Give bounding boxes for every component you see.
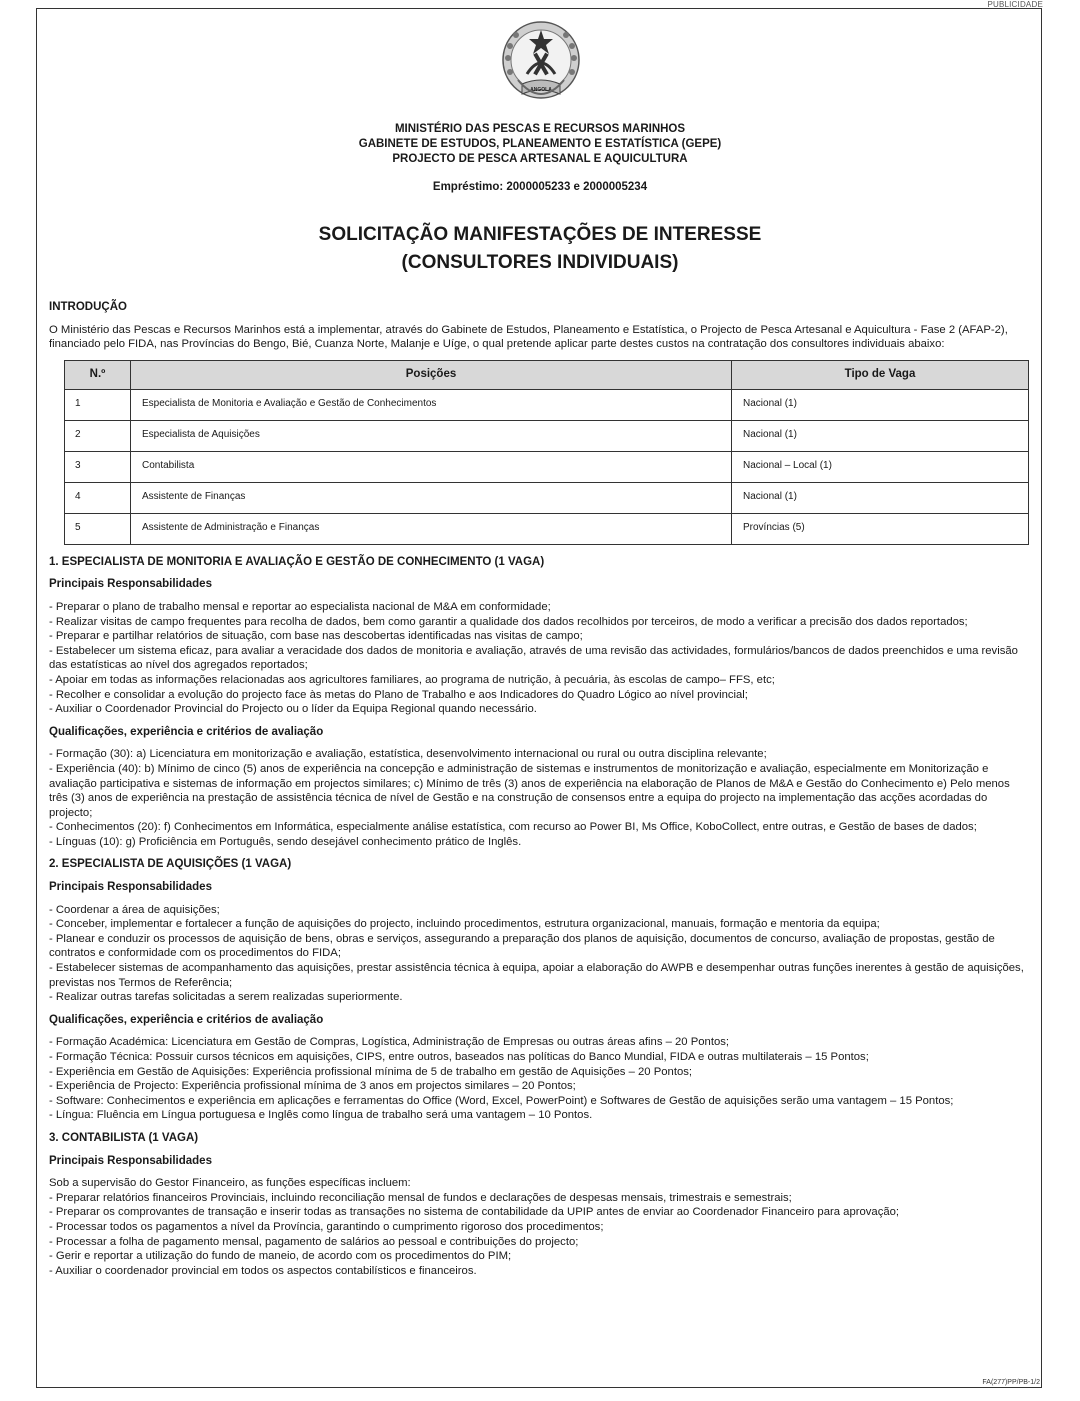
row-number: 2 — [65, 420, 131, 451]
section-2-qualifications-heading: Qualificações, experiência e critérios de avaliação — [49, 1013, 324, 1026]
project-name: PROJECTO DE PESCA ARTESANAL E AQUICULTURA — [392, 153, 688, 165]
table-row — [65, 389, 1029, 420]
list-item: - Processar a folha de pagamento mensal, pagamento de salários ao pessoal e contribuições do projecto; — [49, 1235, 579, 1248]
list-item: - Línguas (10): g) Proficiência em Português, sendo desejável conhecimento prático de Inglês. — [49, 835, 522, 848]
list-item: - Experiência (40): b) Mínimo de cinco (5) anos de experiência na concepção e administração de sistemas e instrumentos de monitorização e avaliação, especialmente em Monitorização e avaliação participativa e sistemas de informação em projectos similares; c) Mínimo de três (3) anos de experiência na elaboração de Planos de M&A e Gestão do Conhecimento e) Pelo menos três (3) anos de experiência na prestação de assistência técnica de nível de Gestão e na construção de consensos entre a equipa do projecto na implementação das acções acordadas do projecto; — [49, 762, 1010, 819]
section-2-responsibilities-heading: Principais Responsabilidades — [49, 881, 212, 894]
ministry-name: MINISTÉRIO DAS PESCAS E RECURSOS MARINHOS — [394, 123, 686, 135]
list-item: - Formação Académica: Licenciatura em Gestão de Compras, Logística, Administração de Empresas ou outras áreas afins – 20 Pontos; — [49, 1036, 730, 1049]
footer-code: FA(277)PP/PB-1/2 — [982, 1379, 1040, 1386]
page-title — [0, 221, 1080, 277]
list-item: - Realizar visitas de campo frequentes para recolha de dados, bem como garantir a qualidade dos dados recolhidos por terceiros, de modo a verificar a precisão dos dados reportados; — [49, 615, 968, 628]
section-3-intro: Sob a supervisão do Gestor Financeiro, as funções específicas incluem: — [49, 1177, 411, 1190]
row-position: Assistente de Administração e Finanças — [131, 513, 732, 544]
angola-emblem-icon — [500, 18, 582, 110]
list-item: - Coordenar a área de aquisições; — [49, 903, 220, 916]
section-3-responsibilities-heading: Principais Responsabilidades — [49, 1154, 212, 1167]
row-number: 4 — [65, 482, 131, 513]
list-item: - Auxiliar o Coordenador Provincial do Projecto ou o líder da Equipa Regional quando necessário. — [49, 703, 537, 716]
row-type: Nacional (1) — [732, 420, 1029, 451]
col-positions-header: Posições — [131, 360, 732, 389]
row-number: 1 — [65, 389, 131, 420]
table-header-row — [65, 360, 1029, 389]
col-type-header: Tipo de Vaga — [732, 360, 1029, 389]
list-item: - Apoiar em todas as informações relacionadas aos agricultores familiares, ao programa de nutrição, à pecuária, às escolas de campo– FFS, etc; — [49, 673, 775, 686]
list-item: - Software: Conhecimentos e experiência em aplicações e ferramentas do Office (Word, Excel, PowerPoint) e Softwares de Gestão de aquisições serão uma vantagem – 15 Pontos; — [49, 1094, 954, 1107]
list-item: - Formação (30): a) Licenciatura em monitorização e avaliação, estatística, desenvolvimento internacional ou rural ou outra disciplina relevante; — [49, 748, 767, 761]
list-item: - Formação Técnica: Possuir cursos técnicos em aquisições, CIPS, entre outros, baseados nas políticas do Banco Mundial, FIDA e outras multilaterais – 15 Pontos; — [49, 1051, 869, 1063]
advertisement-label: PUBLICIDADE — [987, 0, 1043, 9]
section-1-responsibilities-heading: Principais Responsabilidades — [49, 578, 212, 591]
section-2-heading: 2. ESPECIALISTA DE AQUISIÇÕES (1 VAGA) — [49, 858, 292, 871]
positions-table — [64, 360, 1029, 545]
row-position: Contabilista — [131, 451, 732, 482]
row-number: 3 — [65, 451, 131, 482]
row-type: Nacional (1) — [732, 482, 1029, 513]
list-item: - Auxiliar o coordenador provincial em todos os aspectos contabilísticos e financeiros. — [49, 1264, 477, 1277]
row-position: Especialista de Monitoria e Avaliação e Gestão de Conhecimentos — [131, 389, 732, 420]
list-item: - Preparar os comprovantes de transação e inserir todas as transações no sistema de contabilidade da UPIP antes de enviar ao Coordenador Financeiro para aprovação; — [49, 1206, 900, 1219]
row-number: 5 — [65, 513, 131, 544]
list-item: - Processar todos os pagamentos a nível da Província, garantindo o cumprimento rigoroso dos procedimentos; — [49, 1220, 604, 1233]
section-3-heading: 3. CONTABILISTA (1 VAGA) — [49, 1131, 199, 1144]
list-item: - Estabelecer um sistema eficaz, para avaliar a veracidade dos dados de monitoria e avaliação, através de uma revisão das actividades, formulários/bancos de dados preenchidos e uma revisão das estatísticas ao nível dos agregados reportados; — [49, 644, 1018, 672]
row-type: Províncias (5) — [732, 513, 1029, 544]
row-type: Nacional – Local (1) — [732, 451, 1029, 482]
title-line-1: SOLICITAÇÃO MANIFESTAÇÕES DE INTERESSE — [318, 224, 762, 245]
list-item: - Gerir e reportar a utilização do fundo de maneio, de acordo com os procedimentos do PIM; — [49, 1250, 512, 1263]
table-row — [65, 420, 1029, 451]
table-row — [65, 451, 1029, 482]
loan-number: Empréstimo: 2000005233 e 2000005234 — [432, 181, 648, 193]
list-item: - Conceber, implementar e fortalecer a função de aquisições do projecto, incluindo procedimentos, estrutura organizacional, manuais, formação e mentoria da equipa; — [49, 918, 880, 931]
table-row — [65, 513, 1029, 544]
list-item: - Recolher e consolidar a evolução do projecto face às metas do Plano de Trabalho e aos Indicadores do Quadro Lógico ao nível provincial; — [49, 688, 748, 701]
section-1-heading: 1. ESPECIALISTA DE MONITORIA E AVALIAÇÃO E GESTÃO DE CONHECIMENTO (1 VAGA) — [49, 555, 545, 568]
list-item: - Conhecimentos (20): f) Conhecimentos em Informática, especialmente análise estatística, com recurso ao Power BI, Ms Office, KoboCollect, entre outras, e Gestão de bases de dados; — [49, 821, 977, 834]
list-item: - Preparar o plano de trabalho mensal e reportar ao especialista nacional de M&A em conformidade; — [49, 600, 551, 613]
list-item: - Realizar outras tarefas solicitadas a serem realizadas superiormente. — [49, 991, 403, 1004]
list-item: - Experiência de Projecto: Experiência profissional mínima de 3 anos em projectos similares – 20 Pontos; — [49, 1080, 576, 1093]
list-item: - Preparar e partilhar relatórios de situação, com base nas descobertas identificadas nas visitas de campo; — [49, 630, 583, 643]
row-position: Especialista de Aquisições — [131, 420, 732, 451]
svg-text:ANGOLA: ANGOLA — [530, 87, 552, 93]
list-item: - Língua: Fluência em Língua portuguesa e Inglês como língua de trabalho será uma vantagem – 10 Pontos. — [49, 1109, 593, 1122]
list-item: - Planear e conduzir os processos de aquisição de bens, obras e serviços, assegurando a preparação dos planos de aquisição, documentos de concurso, avaliação de propostas, gestão de contratos e conformidade com os procedimentos do FIDA; — [49, 932, 995, 960]
intro-text: O Ministério das Pescas e Recursos Marinhos está a implementar, através do Gabinete de Estudos, Planeamento e Estatística, o Projecto de Pesca Artesanal e Aquicultura - Fase 2 (AFAP-2), financiado pelo FIDA, nas Províncias do Bengo, Bié, Cuanza Norte, Malanje e Uíge, o qual pretende aplicar parte destes custos na contratação dos consultores individuais abaixo: — [49, 323, 1008, 351]
title-line-2: (CONSULTORES INDIVIDUAIS) — [401, 252, 679, 273]
row-position: Assistente de Finanças — [131, 482, 732, 513]
section-1-qualifications-heading: Qualificações, experiência e critérios de avaliação — [49, 725, 324, 738]
document-body — [49, 300, 1031, 1278]
list-item: - Estabelecer sistemas de acompanhamento das aquisições, prestar assistência técnica à equipa, apoiar a elaboração do AWPB e desempenhar outras funções inerentes à gestão de aquisições, previstas nos Termos de Referência; — [49, 962, 1024, 989]
table-row — [65, 482, 1029, 513]
list-item: - Experiência em Gestão de Aquisições: Experiência profissional mínima de 5 de trabalho em gestão de Aquisições – 20 Pontos; — [49, 1065, 693, 1078]
row-type: Nacional (1) — [732, 389, 1029, 420]
list-item: - Preparar relatórios financeiros Provinciais, incluindo reconciliação mensal de fundos e declarações de despesas mensais, trimestrais e semestrais; — [49, 1191, 792, 1204]
intro-heading: INTRODUÇÃO — [49, 301, 127, 313]
col-number-header: N.º — [65, 360, 131, 389]
cabinet-name: GABINETE DE ESTUDOS, PLANEAMENTO E ESTATÍSTICA (GEPE) — [358, 138, 722, 150]
